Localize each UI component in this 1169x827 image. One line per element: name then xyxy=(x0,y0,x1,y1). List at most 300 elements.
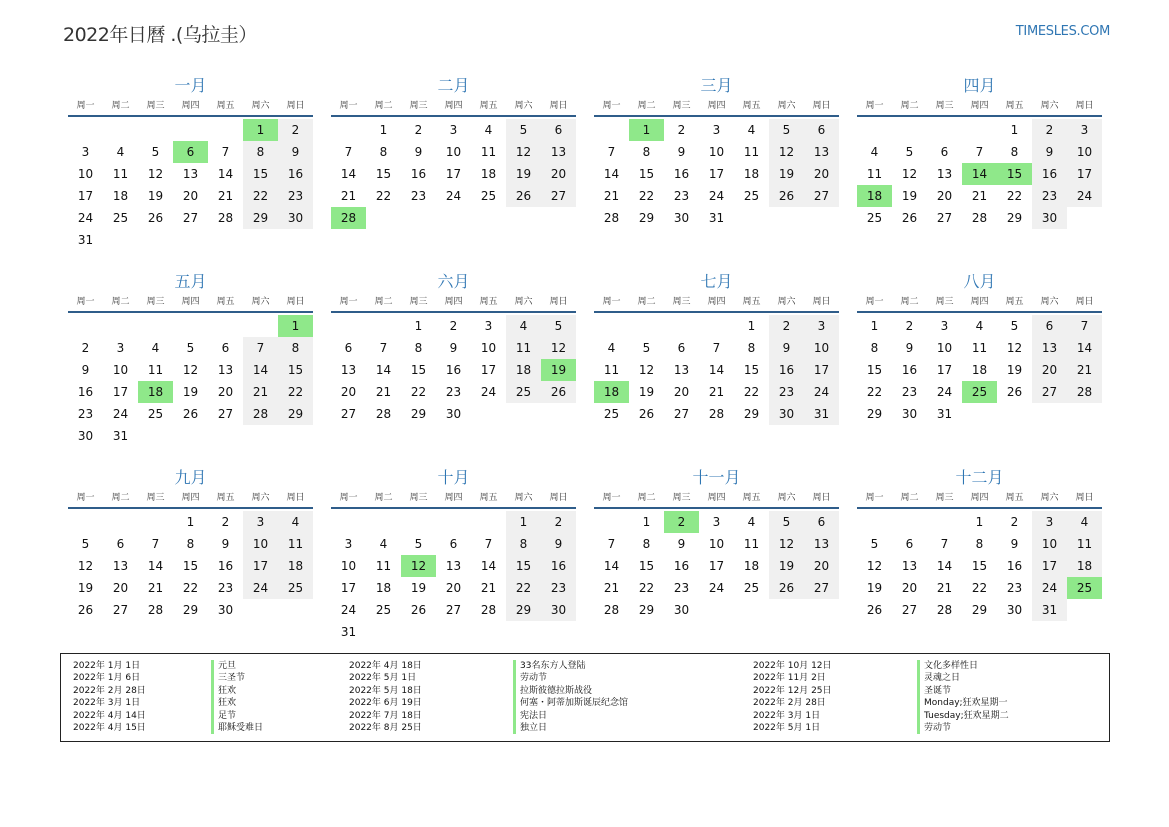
holiday-day-cell: 18 xyxy=(857,185,892,207)
day-cell: 17 xyxy=(77,189,94,203)
day-cell: 29 xyxy=(971,603,988,617)
weekday-header xyxy=(331,294,576,313)
day-cell: 30 xyxy=(77,429,94,443)
holiday-name: 狂欢 xyxy=(211,685,263,697)
weekday-label: 周二 xyxy=(111,101,130,111)
weekday-label: 周五 xyxy=(479,101,498,111)
weekday-label: 周二 xyxy=(111,493,130,503)
day-cell: 17 xyxy=(243,555,278,577)
day-cell: 5 xyxy=(81,537,90,551)
day-cell: 26 xyxy=(769,577,804,599)
empty-cell xyxy=(927,119,962,141)
day-cell: 2 xyxy=(541,511,576,533)
day-cell: 7 xyxy=(151,537,160,551)
day-cell: 27 xyxy=(804,185,839,207)
weekday-label: 周五 xyxy=(479,297,498,307)
day-cell: 11 xyxy=(971,341,988,355)
day-cell: 1 xyxy=(506,511,541,533)
day-cell: 19 xyxy=(410,581,427,595)
day-cell: 22 xyxy=(1006,189,1023,203)
day-cell: 12 xyxy=(506,141,541,163)
day-grid xyxy=(594,313,839,425)
empty-cell xyxy=(436,511,471,533)
day-cell: 28 xyxy=(936,603,953,617)
holiday-day-cell: 2 xyxy=(664,511,699,533)
empty-cell xyxy=(138,315,173,337)
empty-cell xyxy=(962,119,997,141)
day-cell: 5 xyxy=(151,145,160,159)
day-cell: 19 xyxy=(182,385,199,399)
day-cell: 5 xyxy=(414,537,423,551)
day-cell: 6 xyxy=(804,511,839,533)
weekday-label: 周一 xyxy=(339,493,358,503)
holiday-day-cell: 15 xyxy=(997,163,1032,185)
weekday-label: 周日 xyxy=(549,101,568,111)
day-cell: 27 xyxy=(340,407,357,421)
holiday-name: 何塞・阿蒂加斯诞辰纪念馆 xyxy=(513,697,628,709)
day-cell: 5 xyxy=(870,537,879,551)
holiday-name: 灵魂之日 xyxy=(917,672,1009,684)
weekday-label: 周一 xyxy=(865,101,884,111)
empty-cell xyxy=(138,119,173,141)
day-cell: 29 xyxy=(866,407,883,421)
holiday-list xyxy=(60,653,1110,742)
weekday-label: 周一 xyxy=(339,297,358,307)
weekday-label: 周日 xyxy=(812,493,831,503)
holiday-date: 2022年 12月 25日 xyxy=(753,685,832,696)
day-cell: 2 xyxy=(1032,119,1067,141)
day-cell: 13 xyxy=(1032,337,1067,359)
day-cell: 9 xyxy=(81,363,90,377)
day-cell: 10 xyxy=(112,363,129,377)
holiday-day-cell: 1 xyxy=(278,315,313,337)
holiday-day-cell: 18 xyxy=(138,381,173,403)
weekday-label: 周五 xyxy=(1005,493,1024,503)
day-cell: 23 xyxy=(217,581,234,595)
day-cell: 14 xyxy=(243,359,278,381)
day-cell: 16 xyxy=(217,559,234,573)
day-cell: 21 xyxy=(603,581,620,595)
day-cell: 8 xyxy=(186,537,195,551)
day-cell: 4 xyxy=(747,515,756,529)
day-cell: 13 xyxy=(340,363,357,377)
weekday-label: 周六 xyxy=(1040,297,1059,307)
day-cell: 22 xyxy=(506,577,541,599)
day-cell: 31 xyxy=(77,233,94,247)
day-cell: 25 xyxy=(743,189,760,203)
empty-cell xyxy=(892,511,927,533)
weekday-label: 周日 xyxy=(812,101,831,111)
day-cell: 30 xyxy=(901,407,918,421)
day-cell: 25 xyxy=(480,189,497,203)
holiday-date: 2022年 2月 28日 xyxy=(73,685,146,696)
day-cell: 22 xyxy=(866,385,883,399)
day-cell: 24 xyxy=(77,211,94,225)
empty-cell xyxy=(857,119,892,141)
holiday-day-cell: 19 xyxy=(541,359,576,381)
day-cell: 16 xyxy=(1032,163,1067,185)
day-cell: 24 xyxy=(936,385,953,399)
day-cell: 25 xyxy=(375,603,392,617)
day-cell: 3 xyxy=(804,315,839,337)
weekday-label: 周五 xyxy=(742,297,761,307)
holiday-date: 2022年 4月 18日 xyxy=(349,661,422,671)
day-cell: 10 xyxy=(708,537,725,551)
month-name: 七月 xyxy=(700,272,733,291)
day-cell: 31 xyxy=(112,429,129,443)
day-cell: 1 xyxy=(186,515,195,529)
holiday-name: 足节 xyxy=(211,710,263,722)
day-cell: 9 xyxy=(278,141,313,163)
day-cell: 22 xyxy=(182,581,199,595)
day-cell: 8 xyxy=(379,145,388,159)
day-cell: 21 xyxy=(480,581,497,595)
holiday-date: 2022年 5月 1日 xyxy=(349,673,417,684)
day-cell: 24 xyxy=(804,381,839,403)
holiday-name: Tuesday;狂欢星期二 xyxy=(917,710,1009,722)
day-cell: 14 xyxy=(217,167,234,181)
holiday-name: 耶稣受难日 xyxy=(211,722,263,734)
day-cell: 26 xyxy=(769,185,804,207)
day-cell: 21 xyxy=(375,385,392,399)
day-cell: 4 xyxy=(1067,511,1102,533)
day-cell: 6 xyxy=(221,341,230,355)
day-cell: 12 xyxy=(769,533,804,555)
weekday-header xyxy=(68,490,313,509)
weekday-header xyxy=(857,490,1102,509)
day-cell: 14 xyxy=(480,559,497,573)
day-cell: 9 xyxy=(1010,537,1019,551)
weekday-label: 周四 xyxy=(970,101,989,111)
weekday-label: 周五 xyxy=(216,493,235,503)
day-cell: 8 xyxy=(642,537,651,551)
empty-cell xyxy=(331,315,366,337)
day-cell: 21 xyxy=(1067,359,1102,381)
weekday-label: 周三 xyxy=(409,493,428,503)
holiday-date: 2022年 11月 2日 xyxy=(753,673,826,684)
weekday-label: 周三 xyxy=(935,493,954,503)
day-cell: 13 xyxy=(445,559,462,573)
weekday-label: 周四 xyxy=(707,297,726,307)
day-cell: 12 xyxy=(769,141,804,163)
day-cell: 8 xyxy=(975,537,984,551)
day-cell: 10 xyxy=(480,341,497,355)
day-cell: 4 xyxy=(975,319,984,333)
weekday-label: 周日 xyxy=(549,493,568,503)
day-cell: 25 xyxy=(147,407,164,421)
weekday-header xyxy=(594,98,839,117)
day-cell: 24 xyxy=(445,189,462,203)
weekday-label: 周二 xyxy=(900,493,919,503)
weekday-label: 周三 xyxy=(672,297,691,307)
day-cell: 20 xyxy=(936,189,953,203)
day-cell: 24 xyxy=(1032,577,1067,599)
day-cell: 20 xyxy=(445,581,462,595)
month-name: 十月 xyxy=(437,468,470,487)
page-title: 2022年日曆 .(乌拉圭） xyxy=(63,24,257,46)
day-cell: 1 xyxy=(414,319,423,333)
day-cell: 22 xyxy=(743,385,760,399)
day-cell: 20 xyxy=(182,189,199,203)
day-cell: 1 xyxy=(642,515,651,529)
holiday-day-cell: 18 xyxy=(594,381,629,403)
day-cell: 13 xyxy=(673,363,690,377)
day-cell: 31 xyxy=(340,625,357,639)
day-cell: 15 xyxy=(182,559,199,573)
day-cell: 21 xyxy=(147,581,164,595)
empty-cell xyxy=(68,511,103,533)
day-cell: 12 xyxy=(638,363,655,377)
weekday-label: 周二 xyxy=(637,493,656,503)
weekday-label: 周二 xyxy=(900,101,919,111)
day-cell: 5 xyxy=(769,511,804,533)
month-name: 九月 xyxy=(174,468,207,487)
empty-cell xyxy=(208,119,243,141)
empty-cell xyxy=(594,511,629,533)
day-cell: 2 xyxy=(81,341,90,355)
weekday-label: 周四 xyxy=(970,493,989,503)
empty-cell xyxy=(857,511,892,533)
day-cell: 11 xyxy=(866,167,883,181)
empty-cell xyxy=(594,119,629,141)
day-cell: 30 xyxy=(769,403,804,425)
weekday-label: 周二 xyxy=(637,101,656,111)
day-cell: 8 xyxy=(506,533,541,555)
day-cell: 9 xyxy=(905,341,914,355)
day-cell: 6 xyxy=(116,537,125,551)
day-cell: 23 xyxy=(410,189,427,203)
day-cell: 11 xyxy=(1067,533,1102,555)
weekday-label: 周四 xyxy=(707,493,726,503)
weekday-label: 周三 xyxy=(672,101,691,111)
day-grid xyxy=(68,313,313,447)
day-cell: 3 xyxy=(81,145,90,159)
day-cell: 3 xyxy=(344,537,353,551)
day-cell: 18 xyxy=(971,363,988,377)
day-cell: 14 xyxy=(375,363,392,377)
day-cell: 7 xyxy=(221,145,230,159)
holiday-day-cell: 25 xyxy=(962,381,997,403)
day-cell: 14 xyxy=(936,559,953,573)
day-cell: 20 xyxy=(673,385,690,399)
day-cell: 23 xyxy=(541,577,576,599)
empty-cell xyxy=(401,511,436,533)
day-cell: 31 xyxy=(1032,599,1067,621)
day-cell: 18 xyxy=(506,359,541,381)
day-cell: 15 xyxy=(506,555,541,577)
day-cell: 13 xyxy=(804,141,839,163)
day-cell: 29 xyxy=(638,211,655,225)
day-cell: 18 xyxy=(112,189,129,203)
day-grid xyxy=(68,509,313,621)
day-cell: 16 xyxy=(673,167,690,181)
weekday-label: 周二 xyxy=(374,493,393,503)
empty-cell xyxy=(331,119,366,141)
day-cell: 4 xyxy=(278,511,313,533)
day-cell: 23 xyxy=(1032,185,1067,207)
day-cell: 21 xyxy=(243,381,278,403)
day-cell: 30 xyxy=(278,207,313,229)
month-12 xyxy=(857,466,1102,662)
weekday-label: 周五 xyxy=(216,297,235,307)
weekday-header xyxy=(857,98,1102,117)
empty-cell xyxy=(471,511,506,533)
weekday-label: 周二 xyxy=(111,297,130,307)
day-cell: 4 xyxy=(116,145,125,159)
day-cell: 12 xyxy=(147,167,164,181)
weekday-label: 周二 xyxy=(900,297,919,307)
empty-cell xyxy=(699,315,734,337)
day-cell: 10 xyxy=(804,337,839,359)
day-cell: 18 xyxy=(743,167,760,181)
day-cell: 19 xyxy=(147,189,164,203)
day-cell: 17 xyxy=(112,385,129,399)
day-cell: 9 xyxy=(769,337,804,359)
day-cell: 17 xyxy=(804,359,839,381)
day-cell: 11 xyxy=(278,533,313,555)
day-cell: 29 xyxy=(182,603,199,617)
day-cell: 12 xyxy=(77,559,94,573)
weekday-label: 周三 xyxy=(672,493,691,503)
day-cell: 1 xyxy=(747,319,756,333)
weekday-label: 周一 xyxy=(339,101,358,111)
day-grid xyxy=(594,509,839,621)
site-link[interactable]: TIMESLES.COM xyxy=(1015,24,1110,39)
holiday-name: 拉斯彼德拉斯战役 xyxy=(513,685,628,697)
day-cell: 17 xyxy=(445,167,462,181)
day-cell: 8 xyxy=(747,341,756,355)
day-cell: 19 xyxy=(769,555,804,577)
day-grid xyxy=(857,117,1102,229)
empty-cell xyxy=(68,119,103,141)
day-cell: 9 xyxy=(1032,141,1067,163)
holiday-name: 劳动节 xyxy=(917,722,1009,734)
day-cell: 5 xyxy=(1010,319,1019,333)
day-cell: 30 xyxy=(1006,603,1023,617)
holiday-date: 2022年 5月 18日 xyxy=(349,685,422,696)
day-cell: 7 xyxy=(607,537,616,551)
weekday-label: 周三 xyxy=(409,297,428,307)
day-cell: 10 xyxy=(77,167,94,181)
weekday-header xyxy=(594,294,839,313)
day-cell: 10 xyxy=(936,341,953,355)
empty-cell xyxy=(366,511,401,533)
day-cell: 3 xyxy=(243,511,278,533)
weekday-label: 周日 xyxy=(1075,297,1094,307)
day-cell: 3 xyxy=(940,319,949,333)
holiday-day-cell: 28 xyxy=(331,207,366,229)
day-cell: 7 xyxy=(379,341,388,355)
holiday-dates-col-3 xyxy=(753,660,832,734)
day-cell: 25 xyxy=(278,577,313,599)
day-cell: 22 xyxy=(638,189,655,203)
empty-cell xyxy=(892,119,927,141)
day-cell: 23 xyxy=(901,385,918,399)
day-cell: 2 xyxy=(677,123,686,137)
month-10 xyxy=(331,466,576,662)
day-cell: 14 xyxy=(147,559,164,573)
day-grid xyxy=(857,509,1102,621)
day-cell: 16 xyxy=(278,163,313,185)
weekday-label: 周五 xyxy=(742,101,761,111)
day-cell: 29 xyxy=(1006,211,1023,225)
holiday-date: 2022年 1月 1日 xyxy=(73,661,141,671)
month-name: 三月 xyxy=(700,76,733,95)
day-cell: 30 xyxy=(541,599,576,621)
weekday-label: 周一 xyxy=(602,493,621,503)
day-cell: 24 xyxy=(480,385,497,399)
empty-cell xyxy=(629,315,664,337)
day-cell: 17 xyxy=(480,363,497,377)
weekday-header xyxy=(331,490,576,509)
empty-cell xyxy=(68,315,103,337)
month-5 xyxy=(68,270,313,466)
day-cell: 11 xyxy=(112,167,129,181)
weekday-label: 周四 xyxy=(970,297,989,307)
day-cell: 4 xyxy=(607,341,616,355)
day-cell: 5 xyxy=(905,145,914,159)
empty-cell xyxy=(664,315,699,337)
day-cell: 5 xyxy=(186,341,195,355)
day-cell: 23 xyxy=(77,407,94,421)
day-cell: 7 xyxy=(607,145,616,159)
weekday-label: 周三 xyxy=(935,297,954,307)
day-cell: 26 xyxy=(77,603,94,617)
holiday-date: 2022年 2月 28日 xyxy=(753,698,826,709)
weekday-label: 周四 xyxy=(181,297,200,307)
empty-cell xyxy=(366,315,401,337)
day-cell: 15 xyxy=(971,559,988,573)
day-cell: 11 xyxy=(506,337,541,359)
day-cell: 2 xyxy=(414,123,423,137)
weekday-label: 周六 xyxy=(251,101,270,111)
weekday-label: 周三 xyxy=(146,493,165,503)
day-grid xyxy=(331,313,576,425)
day-cell: 15 xyxy=(743,363,760,377)
month-9 xyxy=(68,466,313,662)
weekday-label: 周一 xyxy=(602,101,621,111)
day-cell: 19 xyxy=(638,385,655,399)
day-cell: 11 xyxy=(743,145,760,159)
day-cell: 10 xyxy=(1067,141,1102,163)
day-cell: 23 xyxy=(673,581,690,595)
day-cell: 9 xyxy=(221,537,230,551)
month-6 xyxy=(331,270,576,466)
day-cell: 7 xyxy=(484,537,493,551)
weekday-header xyxy=(594,490,839,509)
day-cell: 30 xyxy=(217,603,234,617)
holiday-day-cell: 1 xyxy=(243,119,278,141)
weekday-label: 周一 xyxy=(76,297,95,307)
holiday-name: 宪法日 xyxy=(513,710,628,722)
day-cell: 29 xyxy=(278,403,313,425)
weekday-label: 周三 xyxy=(409,101,428,111)
day-cell: 14 xyxy=(603,559,620,573)
day-cell: 23 xyxy=(673,189,690,203)
day-cell: 26 xyxy=(182,407,199,421)
day-cell: 30 xyxy=(673,211,690,225)
day-cell: 24 xyxy=(708,581,725,595)
holiday-day-cell: 25 xyxy=(1067,577,1102,599)
day-cell: 4 xyxy=(379,537,388,551)
day-cell: 20 xyxy=(217,385,234,399)
weekday-label: 周六 xyxy=(777,101,796,111)
holiday-name: 元旦 xyxy=(211,660,263,672)
day-cell: 19 xyxy=(77,581,94,595)
weekday-header xyxy=(331,98,576,117)
day-cell: 17 xyxy=(340,581,357,595)
weekday-header xyxy=(68,294,313,313)
